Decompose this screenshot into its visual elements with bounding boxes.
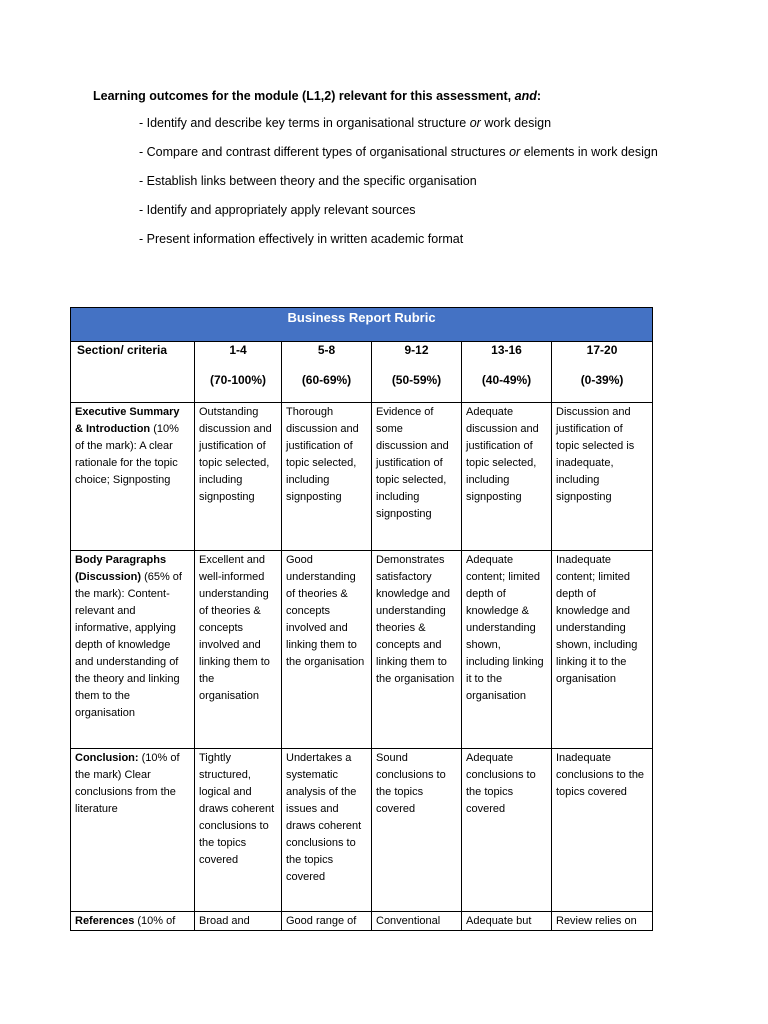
descriptor-cell: Good range of <box>282 912 372 931</box>
outcome-item: - Present information effectively in written academic format <box>139 232 464 246</box>
learning-outcomes-list <box>139 115 659 247</box>
descriptor-cell: Inadequate conclusions to the topics covered <box>552 749 653 912</box>
header-band: 5-8 (60-69%) <box>282 342 372 403</box>
criteria-cell: References (10% of <box>71 912 195 931</box>
descriptor-cell: Thorough discussion and justification of topic selected, including signposting <box>282 403 372 551</box>
outcome-item: - Establish links between theory and the specific organisation <box>139 174 477 188</box>
descriptor-cell: Evidence of some discussion and justification of topic selected, including signposting <box>372 403 462 551</box>
table-row <box>71 403 653 551</box>
rubric-title: Business Report Rubric <box>71 308 653 342</box>
rubric-header-row <box>71 342 653 403</box>
descriptor-cell: Excellent and well-informed understanding of theories & concepts involved and linking them to the organisation <box>195 551 282 749</box>
learning-outcomes-heading <box>93 87 541 105</box>
header-band: 17-20 (0-39%) <box>552 342 653 403</box>
descriptor-cell: Demonstrates satisfactory knowledge and understanding theories & concepts and linking them to the organisation <box>372 551 462 749</box>
rubric-title-row <box>71 308 653 342</box>
header-section-criteria: Section/ criteria <box>71 342 195 403</box>
descriptor-cell: Review relies on <box>552 912 653 931</box>
criteria-cell: Body Paragraphs (Discussion) (65% of the mark): Content-relevant and informative, applying depth of knowledge and understanding of the theory and linking them to the organisation <box>71 551 195 749</box>
heading-italic-and: and <box>514 89 537 103</box>
descriptor-cell: Discussion and justification of topic selected is inadequate, including signposting <box>552 403 653 551</box>
descriptor-cell: Adequate content; limited depth of knowledge & understanding shown, including linking it to the organisation <box>462 551 552 749</box>
header-band: 9-12 (50-59%) <box>372 342 462 403</box>
descriptor-cell: Outstanding discussion and justification of topic selected, including signposting <box>195 403 282 551</box>
descriptor-cell: Tightly structured, logical and draws coherent conclusions to the topics covered <box>195 749 282 912</box>
heading-text: Learning outcomes for the module (L1,2) relevant for this assessment, <box>93 89 515 103</box>
criteria-cell: Executive Summary & Introduction (10% of the mark): A clear rationale for the topic choice; Signposting <box>71 403 195 551</box>
outcome-item: - Compare and contrast different types of organisational structures or elements in work design <box>139 145 658 159</box>
descriptor-cell: Undertakes a systematic analysis of the issues and draws coherent conclusions to the topics covered <box>282 749 372 912</box>
table-row <box>71 551 653 749</box>
business-report-rubric-table <box>70 307 653 931</box>
descriptor-cell: Adequate discussion and justification of topic selected, including signposting <box>462 403 552 551</box>
descriptor-cell: Adequate conclusions to the topics covered <box>462 749 552 912</box>
outcome-item: - Identify and describe key terms in organisational structure or work design <box>139 116 552 130</box>
header-band: 1-4 (70-100%) <box>195 342 282 403</box>
descriptor-cell: Broad and <box>195 912 282 931</box>
table-row <box>71 749 653 912</box>
descriptor-cell: Conventional <box>372 912 462 931</box>
descriptor-cell: Sound conclusions to the topics covered <box>372 749 462 912</box>
header-band: 13-16 (40-49%) <box>462 342 552 403</box>
criteria-cell: Conclusion: (10% of the mark) Clear conclusions from the literature <box>71 749 195 912</box>
descriptor-cell: Good understanding of theories & concepts involved and linking them to the organisation <box>282 551 372 749</box>
outcome-item: - Identify and appropriately apply relevant sources <box>139 203 416 217</box>
heading-colon: : <box>536 89 542 103</box>
descriptor-cell: Inadequate content; limited depth of knowledge and understanding shown, including linking it to the organisation <box>552 551 653 749</box>
table-row <box>71 912 653 931</box>
descriptor-cell: Adequate but <box>462 912 552 931</box>
